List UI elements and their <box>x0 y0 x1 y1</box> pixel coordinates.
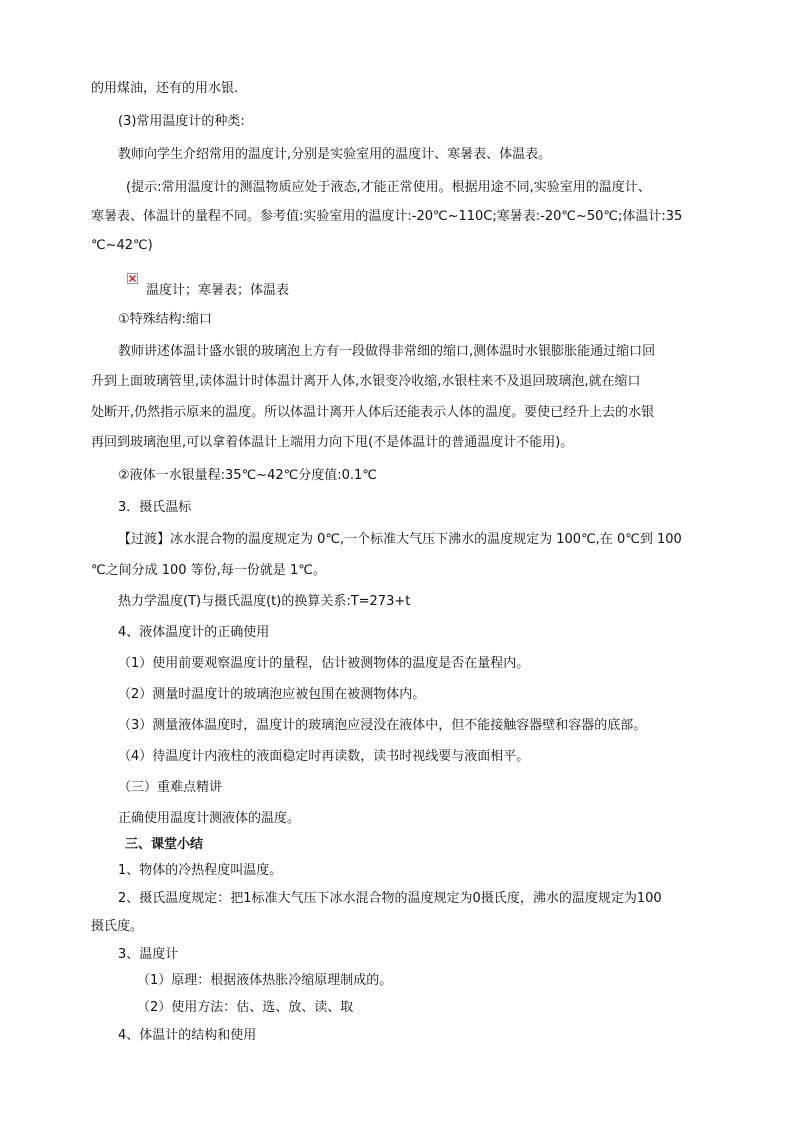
broken-image-icon <box>127 273 138 284</box>
text-line-26: 1、物体的冷热程度叫温度。 <box>118 863 283 878</box>
text-line-31: （2）使用方法：估、选、放、读、取 <box>137 1000 354 1015</box>
text-line-3: 教师向学生介绍常用的温度计,分别是实验室用的温度计、寒暑表、体温表。 <box>118 147 552 162</box>
text-line-19: （1）使用前要观察温度计的量程，估计被测物体的温度是否在量程内。 <box>118 656 530 671</box>
text-line-11: 处断开,仍然指示原来的温度。所以体温计离开人体后还能表示人体的温度。要使已经升上去的水银 <box>91 405 655 420</box>
text-line-23: （三）重难点精讲 <box>118 780 223 795</box>
text-line-30: （1）原理：根据液体热胀冷缩原理制成的。 <box>137 973 393 988</box>
text-line-4: (提示:常用温度计的测温物质应处于液态,才能正常使用。根据用途不同,实验室用的温度计、 <box>126 180 651 195</box>
text-line-6: ℃~42℃) <box>91 238 153 253</box>
text-line-9: 教师讲述体温计盛水银的玻璃泡上方有一段做得非常细的缩口,测体温时水银膨胀能通过缩口回 <box>118 344 656 359</box>
text-line-7: 温度计；寒暑表；体温表 <box>146 283 290 298</box>
text-line-2: (3)常用温度计的种类: <box>118 114 245 129</box>
text-line-27: 2、摄氏温度规定：把1标准大气压下冰水混合物的温度规定为0摄氏度，沸水的温度规定为100 <box>118 891 662 906</box>
text-line-24: 正确使用温度计测液体的温度。 <box>118 811 301 826</box>
text-line-16: ℃之间分成 100 等份,每一份就是 1℃。 <box>91 563 326 578</box>
text-line-20: （2）测量时温度计的玻璃泡应被包围在被测物体内。 <box>118 687 426 702</box>
text-line-5: 寒暑表、体温计的量程不同。参考值:实验室用的温度计:-20℃~110C;寒暑表:-20℃~50℃;体温计:35 <box>91 209 683 224</box>
text-line-8: ①特殊结构:缩口 <box>118 312 213 327</box>
text-line-12: 再回到玻璃泡里,可以拿着体温计上端用力向下甩(不是体温计的普通温度计不能用)。 <box>91 435 574 450</box>
text-line-21: （3）测量液体温度时，温度计的玻璃泡应浸没在液体中，但不能接触容器壁和容器的底部。 <box>118 718 647 733</box>
text-line-32: 4、体温计的结构和使用 <box>118 1028 257 1043</box>
text-line-13: ②液体一水银量程:35℃~42℃分度值:0.1℃ <box>118 468 377 483</box>
section-heading: 三、课堂小结 <box>125 837 204 852</box>
text-line-1: 的用煤油，还有的用水银. <box>91 81 239 96</box>
text-line-18: 4、液体温度计的正确使用 <box>118 625 270 640</box>
text-line-22: （4）待温度计内液柱的液面稳定时再读数，读书时视线要与液面相平。 <box>118 749 530 764</box>
text-line-14: 3．摄氏温标 <box>118 500 192 515</box>
text-line-15: 【过渡】冰水混合物的温度规定为 0℃,一个标准大气压下沸水的温度规定为 100℃,在 0℃到 100 <box>118 532 682 547</box>
text-line-29: 3、温度计 <box>118 947 179 962</box>
text-line-28: 摄氏度。 <box>91 919 144 934</box>
text-line-17: 热力学温度(T)与摄氏温度(t)的换算关系:T=273+t <box>118 594 411 609</box>
text-line-10: 升到上面玻璃管里,读体温计时体温计离开人体,水银变冷收缩,水银柱来不及退回玻璃泡,就在缩口 <box>91 374 641 389</box>
